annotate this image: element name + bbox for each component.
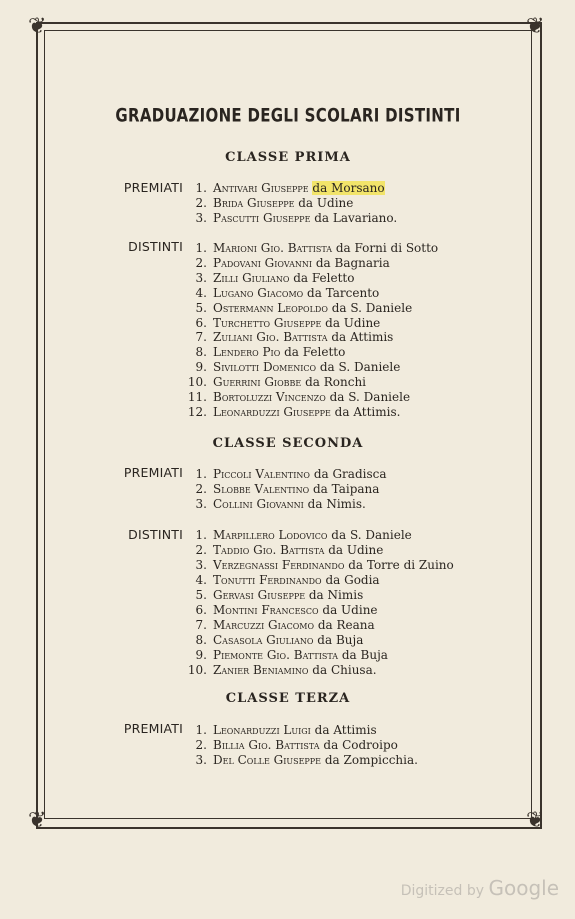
student-origin: da Taipana <box>312 481 380 496</box>
student-name: Collini Giovanni <box>213 496 304 511</box>
entry-number: 1. <box>195 241 207 255</box>
watermark-brand: Google <box>488 876 559 900</box>
student-name: Ostermann Leopoldo <box>213 300 328 315</box>
section-label-premiati: PREMIATI <box>123 180 183 195</box>
student-name: Zuliani Gio. Battista <box>213 330 328 345</box>
entry-number: 10. <box>187 375 207 390</box>
student-origin: da Bagnaria <box>315 255 390 270</box>
section-label-distinti: DISTINTI <box>128 239 183 254</box>
student-origin: da Forni di Sotto <box>335 241 439 255</box>
entry-number: 3. <box>195 210 207 225</box>
list-item <box>175 256 390 271</box>
student-origin: da Morsano <box>312 181 385 195</box>
student-name: Leonarduzzi Luigi <box>213 723 311 737</box>
student-name: Padovani Giovanni <box>213 255 313 270</box>
student-name: Piemonte Gio. Battista <box>213 648 339 662</box>
list-item <box>175 648 388 663</box>
student-origin: da Codroipo <box>323 737 398 752</box>
student-origin: da Gradisca <box>313 467 387 481</box>
student-name: Lugano Giacomo <box>213 285 304 300</box>
student-name: Antivari Giuseppe <box>213 181 309 195</box>
list-item <box>175 405 400 420</box>
list-item <box>175 241 438 256</box>
list-item <box>175 467 387 482</box>
student-name: Zilli Giuliano <box>213 270 290 285</box>
list-item <box>175 603 378 618</box>
student-origin: da Attimis <box>314 723 377 737</box>
list-item <box>175 738 398 753</box>
student-name: Del Colle Giuseppe <box>213 752 322 767</box>
student-name: Verzegnassi Ferdinando <box>213 558 345 572</box>
student-origin: da Udine <box>328 543 384 557</box>
entry-number: 3. <box>195 270 207 285</box>
section-label-premiati: PREMIATI <box>123 721 183 736</box>
student-name: Zanier Beniamino <box>213 663 309 677</box>
corner-ornament-icon: ❦ <box>526 14 545 39</box>
student-origin: da Udine <box>325 315 381 330</box>
list-item <box>175 330 393 345</box>
list-item <box>175 181 385 196</box>
student-origin: da Udine <box>298 195 354 210</box>
student-name: Montini Francesco <box>213 603 319 617</box>
entry-number: 5. <box>195 588 207 602</box>
student-name: Billia Gio. Battista <box>213 737 320 752</box>
student-origin: da Ronchi <box>305 375 367 390</box>
list-item <box>175 482 379 497</box>
class-title-terza: CLASSE TERZA <box>225 691 351 706</box>
entry-number: 7. <box>195 330 207 345</box>
student-origin: da S. Daniele <box>329 390 411 404</box>
entry-number: 7. <box>195 618 207 632</box>
student-name: Taddio Gio. Battista <box>213 543 325 557</box>
entry-number: 8. <box>195 633 207 647</box>
student-origin: da S. Daniele <box>331 300 413 315</box>
entry-number: 9. <box>195 360 207 375</box>
entry-number: 1. <box>195 528 207 542</box>
student-origin: da Feletto <box>293 270 355 285</box>
list-item <box>175 375 366 390</box>
student-origin: da Zompicchia. <box>324 752 418 767</box>
student-origin: da Buja <box>317 633 364 647</box>
entry-number: 11. <box>187 390 207 404</box>
student-origin: da Attimis. <box>334 404 401 419</box>
entry-number: 3. <box>195 496 207 511</box>
entry-number: 3. <box>195 558 207 572</box>
student-name: Piccoli Valentino <box>213 467 310 481</box>
list-item <box>175 390 410 405</box>
student-origin: da Buja <box>341 648 388 662</box>
class-title-prima: CLASSE PRIMA <box>225 150 351 165</box>
watermark-prefix: Digitized by <box>400 883 485 899</box>
student-origin: da Tarcento <box>307 285 380 300</box>
entry-number: 9. <box>195 648 207 662</box>
entry-number: 2. <box>195 543 207 557</box>
student-name: Marpillero Lodovico <box>213 528 328 542</box>
student-origin: da Nimis <box>308 588 364 602</box>
list-item <box>175 211 397 226</box>
list-item <box>175 345 345 360</box>
entry-number: 4. <box>195 285 207 300</box>
student-name: Gervasi Giuseppe <box>213 588 306 602</box>
class-title-seconda: CLASSE SECONDA <box>212 436 364 451</box>
list-item <box>175 573 380 588</box>
list-item <box>175 723 377 738</box>
student-name: Guerrini Giobbe <box>213 375 302 390</box>
page-title: GRADUAZIONE DEGLI SCOLARI DISTINTI <box>115 103 461 127</box>
student-name: Bortoluzzi Vincenzo <box>213 390 326 404</box>
list-item <box>175 558 454 573</box>
entry-number: 12. <box>187 404 207 419</box>
list-item <box>175 196 353 211</box>
entry-number: 2. <box>195 737 207 752</box>
student-origin: da Godia <box>325 573 380 587</box>
list-item <box>175 316 380 331</box>
entry-number: 6. <box>195 315 207 330</box>
entry-number: 3. <box>195 752 207 767</box>
entry-number: 5. <box>195 300 207 315</box>
list-item <box>175 618 375 633</box>
list-item <box>175 588 363 603</box>
student-origin: da Reana <box>317 618 375 632</box>
student-name: Brida Giuseppe <box>213 195 295 210</box>
corner-ornament-icon: ❦ <box>28 808 47 833</box>
entry-number: 8. <box>195 345 207 360</box>
student-name: Casasola Giuliano <box>213 633 314 647</box>
entry-number: 1. <box>195 723 207 737</box>
student-origin: da Torre di Zuino <box>348 558 454 572</box>
student-origin: da Lavariano. <box>314 210 398 225</box>
list-item <box>175 753 418 768</box>
student-name: Slobbe Valentino <box>213 481 310 496</box>
student-name: Marcuzzi Giacomo <box>213 618 314 632</box>
section-label-premiati: PREMIATI <box>123 465 183 480</box>
corner-ornament-icon: ❦ <box>28 14 47 39</box>
list-item <box>175 543 383 558</box>
corner-ornament-icon: ❦ <box>526 808 545 833</box>
entry-number: 4. <box>195 573 207 587</box>
entry-number: 6. <box>195 603 207 617</box>
entry-number: 1. <box>195 181 207 195</box>
list-item <box>175 528 412 543</box>
student-name: Marioni Gio. Battista <box>213 241 333 255</box>
student-origin: da S. Daniele <box>319 360 401 375</box>
student-name: Turchetto Giuseppe <box>213 315 322 330</box>
list-item <box>175 633 363 648</box>
list-item <box>175 301 412 316</box>
entry-number: 1. <box>195 467 207 481</box>
student-origin: da Nimis. <box>307 496 366 511</box>
entry-number: 2. <box>195 255 207 270</box>
list-item <box>175 497 366 512</box>
list-item <box>175 360 400 375</box>
student-name: Pascutti Giuseppe <box>213 210 311 225</box>
student-origin: da Attimis <box>331 330 394 345</box>
student-name: Leonarduzzi Giuseppe <box>213 404 331 419</box>
list-item <box>175 271 354 286</box>
section-label-distinti: DISTINTI <box>128 527 183 542</box>
student-name: Lendero Pio <box>213 345 281 360</box>
student-name: Sivilotti Domenico <box>213 360 317 375</box>
entry-number: 2. <box>195 481 207 496</box>
list-item <box>175 663 377 678</box>
list-item <box>175 286 379 301</box>
student-origin: da Feletto <box>284 345 346 360</box>
student-name: Tonutti Ferdinando <box>213 573 322 587</box>
entry-number: 10. <box>187 663 207 677</box>
digitized-watermark <box>401 876 559 900</box>
student-origin: da Udine <box>322 603 378 617</box>
entry-number: 2. <box>195 195 207 210</box>
student-origin: da S. Daniele <box>331 528 412 542</box>
student-origin: da Chiusa. <box>312 663 377 677</box>
